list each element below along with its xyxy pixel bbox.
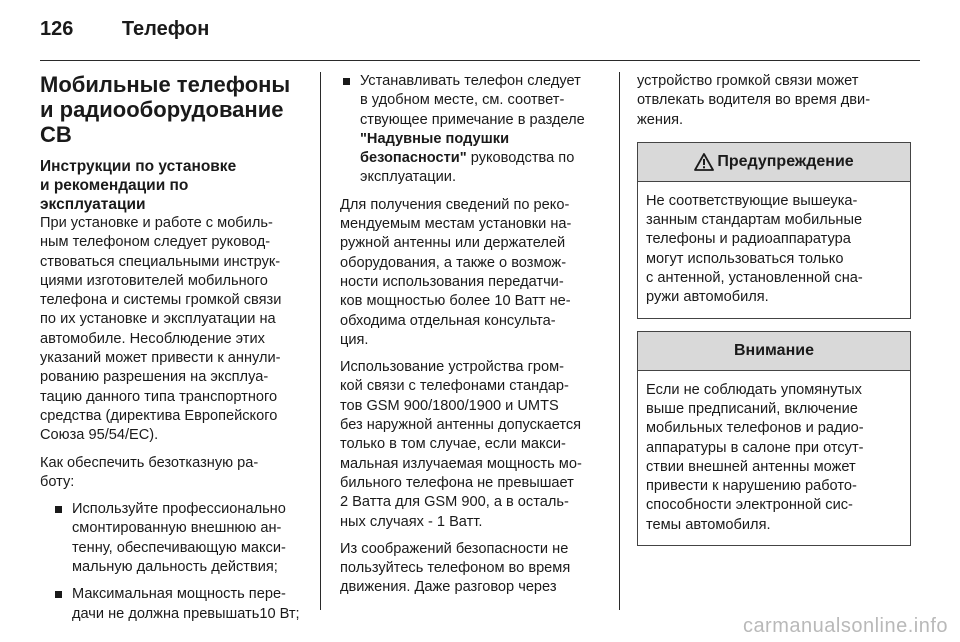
column-1 bbox=[40, 72, 310, 632]
paragraph: Как обеспечить безотказную ра- боту: bbox=[40, 454, 259, 490]
notice-text: Если не соблюдать упомянутых выше предписаний, включение мобильных телефонов и радио- аппаратуры в салоне при отсут- ствии внешней антенны может привести к нарушению работо- способности электронной сис- темы автомобиля. bbox=[646, 381, 864, 533]
paragraph: устройство громкой связи может отвлекать водителя во время дви- жения. bbox=[637, 73, 871, 128]
subsection-title: Инструкции по установке и рекомендации по эксплуатации bbox=[40, 158, 237, 213]
bullet-square-icon bbox=[55, 506, 62, 513]
warning-box bbox=[637, 142, 911, 319]
notice-box bbox=[637, 331, 911, 546]
column-divider bbox=[320, 72, 321, 610]
notice-title: Внимание bbox=[734, 342, 814, 360]
list-item: Используйте профессионально смонтированную внешнюю ан- тенну, обеспечивающую макси- мальную дальность действия; bbox=[52, 500, 310, 577]
airbag-section-reference: "Надувные подушки bbox=[360, 130, 510, 147]
paragraph: Из соображений безопасности не пользуйтесь телефоном во время движения. Даже разговор через bbox=[340, 540, 571, 596]
header-rule bbox=[40, 60, 920, 61]
airbag-section-reference: безопасности" bbox=[360, 150, 467, 167]
section-title: Мобильные телефоны и радиооборудование CB bbox=[40, 72, 291, 147]
bullet-square-icon bbox=[343, 78, 350, 85]
list-item: Максимальная мощность пере- дачи не должна превышать10 Вт; bbox=[52, 585, 310, 624]
list-item: Устанавливать телефон следует в удобном месте, см. соответ- ствующее примечание в разделе "Надувные подушки безопасности" руководства по эксплуатации. bbox=[340, 72, 608, 188]
page-title: Телефон bbox=[121, 18, 210, 40]
warning-box-header bbox=[638, 143, 910, 182]
warning-text: Не соответствующие вышеука- занным стандартам мобильные телефоны и радиоаппаратура могут использоваться только с антенной, установленной сна- ружи автомобиля. bbox=[646, 192, 863, 306]
paragraph: Для получения сведений по реко- мендуемым местам установки на- ружной антенны или держателей оборудования, а также о возмож- ности использования передатчи- ков мощностью более 10 Ватт не- обходима отдельная консульта- ция. bbox=[340, 196, 572, 348]
page-header bbox=[40, 18, 209, 48]
column-2 bbox=[340, 72, 608, 606]
page-number: 126 bbox=[40, 18, 74, 40]
column-3 bbox=[637, 72, 911, 558]
watermark: carmanualsonline.info bbox=[742, 615, 948, 637]
warning-triangle-icon bbox=[694, 153, 714, 171]
paragraph: Использование устройства гром- кой связи с телефонами стандар- тов GSM 900/1800/1900 и UMTS без наружной антенны допускается только в том случае, если макси- мальная излучаемая мощность мо- бильного телефона не превышает 2 Ватта для GSM 900, а в осталь- ных случаях - 1 Ватт. bbox=[340, 359, 582, 530]
bullet-square-icon bbox=[55, 591, 62, 598]
column-divider bbox=[619, 72, 620, 610]
notice-box-header bbox=[638, 332, 910, 371]
paragraph: При установке и работе с мобиль- ным телефоном следует руковод- ствоваться специальными инструк- циями изготовителей мобильного телефона и системы громкой связи по их установке и эксплуатации на автомобиле. Несоблюдение этих указаний может привести к аннули- рованию разрешения на эксплуа- тацию данного типа транспортного средства (директива Европейского Союза 95/54/EC). bbox=[40, 215, 282, 444]
warning-title: Предупреждение bbox=[717, 153, 854, 171]
